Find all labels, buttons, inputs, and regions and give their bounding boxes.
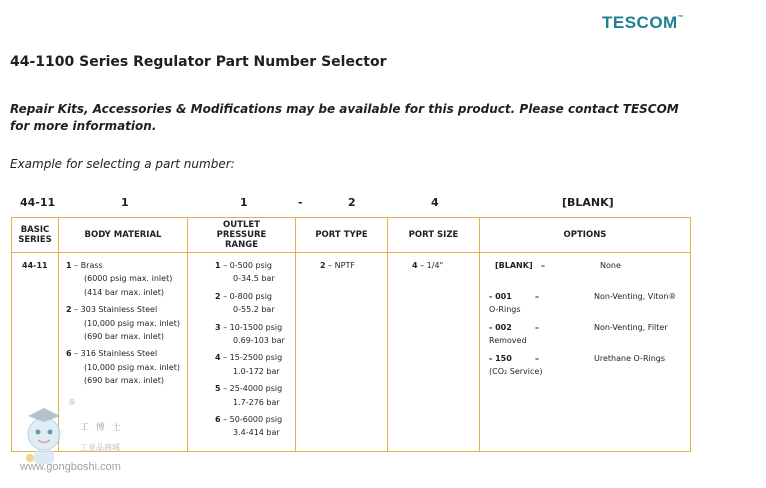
material-name: – 303 Stainless Steel	[74, 305, 158, 315]
pressure-bar: 0.69-103 bar	[233, 336, 285, 346]
trademark-mark: ™	[677, 15, 685, 21]
pressure-item	[215, 351, 295, 378]
example-port-size: 4	[431, 196, 439, 209]
pressure-item	[215, 321, 295, 348]
pressure-bar: 3.4-414 bar	[233, 428, 280, 438]
pressure-code: 2	[215, 291, 221, 301]
pressure-item	[215, 259, 295, 286]
watermark-tagline-cn: 工业品商城	[80, 443, 120, 452]
header-body-material: BODY MATERIAL	[59, 218, 188, 253]
option-desc: None	[600, 261, 621, 270]
option-item	[480, 321, 690, 352]
material-inlet-psig: (10,000 psig max. inlet)	[84, 318, 180, 328]
material-inlet-psig: (10,000 psig max. inlet)	[84, 362, 180, 372]
pressure-code: 5	[215, 384, 221, 394]
pressure-bar: 1.7-276 bar	[233, 397, 280, 407]
header-options: OPTIONS	[480, 218, 691, 253]
watermark-brand-cn: 工 博 士	[80, 423, 123, 433]
port-type-item	[296, 259, 387, 272]
port-type-label: – NPTF	[328, 261, 355, 270]
material-name: – Brass	[74, 261, 103, 270]
option-code: - 001	[489, 292, 512, 301]
port-type-code: 2	[320, 261, 326, 270]
example-body: 1	[121, 196, 129, 209]
material-item	[66, 347, 187, 387]
pressure-bar: 1.0-172 bar	[233, 366, 280, 376]
header-basic-series: BASIC SERIES	[12, 218, 59, 253]
repair-kits-notice: Repair Kits, Accessories & Modifications may be available for this product. Please contact TESCOM for more information.	[10, 102, 679, 133]
port-type-cell	[296, 253, 388, 452]
port-size-code: 4	[412, 261, 418, 270]
pressure-bar: 0-34.5 bar	[233, 274, 275, 284]
material-inlet-psig: (6000 psig max. inlet)	[84, 274, 173, 284]
pressure-psig: – 10-1500 psig	[223, 322, 283, 332]
option-desc-cont: O-Rings	[489, 305, 521, 314]
example-pressure: 1	[240, 196, 248, 209]
option-desc: Non-Venting, Viton®	[594, 292, 677, 301]
header-port-size: PORT SIZE	[388, 218, 480, 253]
pressure-code: 3	[215, 322, 221, 332]
example-basic: 44-11	[20, 196, 56, 209]
pressure-code: 1	[215, 261, 221, 270]
material-code: 6	[66, 349, 72, 359]
header-port-type: PORT TYPE	[296, 218, 388, 253]
material-inlet-bar: (690 bar max. inlet)	[84, 332, 164, 342]
tescom-logo	[602, 13, 684, 33]
option-item	[480, 290, 690, 321]
example-separator: -	[298, 196, 303, 209]
pressure-psig: – 25-4000 psig	[223, 384, 283, 394]
option-code: - 002	[489, 323, 512, 332]
page-title: 44-1100 Series Regulator Part Number Selector	[10, 54, 387, 70]
material-item	[66, 259, 187, 299]
option-dash: –	[541, 261, 545, 270]
option-code: [BLANK]	[495, 261, 533, 270]
option-item	[486, 259, 690, 290]
pressure-bar: 0-55.2 bar	[233, 305, 275, 315]
header-outlet-pressure: OUTLET PRESSURE RANGE	[188, 218, 296, 253]
option-desc-cont: Removed	[489, 336, 527, 345]
material-item	[66, 303, 187, 343]
header-row	[12, 218, 691, 253]
material-inlet-bar: (414 bar max. inlet)	[84, 287, 164, 297]
pressure-psig: – 15-2500 psig	[223, 353, 283, 363]
port-size-item	[388, 259, 479, 272]
example-port-type: 2	[348, 196, 356, 209]
material-code: 1	[66, 261, 72, 270]
watermark-registered: ®	[68, 398, 76, 407]
pressure-range-cell	[188, 253, 296, 452]
pressure-item	[215, 290, 295, 317]
example-options: [BLANK]	[562, 196, 614, 209]
option-code: - 150	[489, 354, 512, 363]
watermark-url: www.gongboshi.com	[20, 461, 121, 473]
pressure-item	[215, 382, 295, 409]
option-dash: –	[535, 323, 539, 332]
pressure-psig: – 50-6000 psig	[223, 415, 283, 425]
option-desc: Non-Venting, Filter	[594, 323, 668, 332]
pressure-item	[215, 413, 295, 440]
option-item	[480, 352, 690, 383]
pressure-psig: – 0-500 psig	[223, 261, 273, 270]
option-desc: Urethane O-Rings	[594, 354, 666, 363]
pressure-code: 4	[215, 353, 221, 363]
basic-series-value: 44-11	[22, 261, 48, 270]
option-desc-cont: (CO₂ Service)	[489, 367, 543, 376]
port-size-label: – 1/4"	[420, 261, 444, 270]
pressure-psig: – 0-800 psig	[223, 291, 273, 301]
option-dash: –	[535, 354, 539, 363]
logo-text: TESCOM	[602, 13, 678, 32]
material-name: – 316 Stainless Steel	[74, 349, 158, 359]
material-inlet-bar: (690 bar max. inlet)	[84, 376, 164, 386]
pressure-code: 6	[215, 415, 221, 425]
option-dash: –	[535, 292, 539, 301]
options-cell	[480, 253, 691, 452]
material-code: 2	[66, 305, 72, 315]
port-size-cell	[388, 253, 480, 452]
example-label: Example for selecting a part number:	[10, 157, 235, 171]
